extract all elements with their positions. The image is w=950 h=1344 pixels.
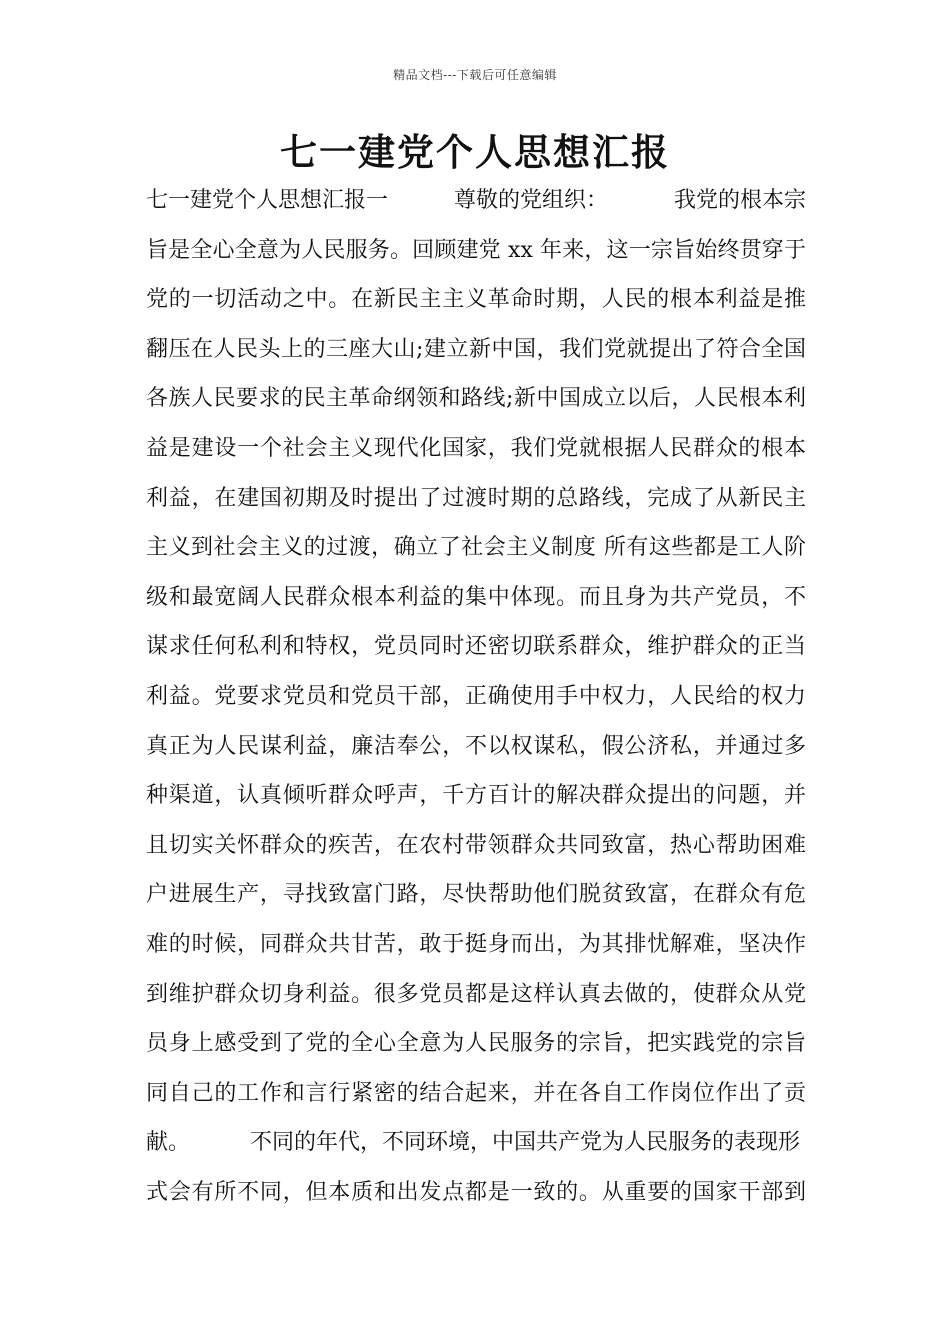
body-line: 种渠道，认真倾听群众呼声，千方百计的解决群众提出的问题，并 xyxy=(146,783,806,809)
body-line: 同自己的工作和言行紧密的结合起来，并在各自工作岗位作出了贡 xyxy=(146,1080,806,1106)
body-line: 户进展生产，寻找致富门路，尽快帮助他们脱贫致富，在群众有危 xyxy=(146,882,806,908)
document-body xyxy=(146,176,806,1217)
body-line: 党的一切活动之中。在新民主主义革命时期，人民的根本利益是推 xyxy=(146,287,806,313)
body-line: 谋求任何私利和特权，党员同时还密切联系群众，维护群众的正当 xyxy=(146,634,806,660)
first-line-salutation: 尊敬的党组织： xyxy=(453,188,608,213)
paragraph-start: 不同的年代，不同环境，中国共产党为人民服务的表现形 xyxy=(250,1130,801,1156)
body-line: 各族人民要求的民主革命纲领和路线;新中国成立以后，人民根本利 xyxy=(146,386,806,412)
body-line: 利益，在建国初期及时提出了过渡时期的总路线，完成了从新民主 xyxy=(146,485,806,511)
body-line: 利益。党要求党员和党员干部，正确使用手中权力，人民给的权力 xyxy=(146,683,806,709)
body-line: 真正为人民谋利益，廉洁奉公，不以权谋私，假公济私，并通过多 xyxy=(146,733,806,759)
body-line-first xyxy=(146,176,806,226)
body-line: 旨是全心全意为人民服务。回顾建党 xx 年来，这一宗旨始终贯穿于 xyxy=(146,237,806,263)
first-line-heading: 七一建党个人思想汇报一 xyxy=(146,188,389,213)
body-line-last: 式会有所不同，但本质和出发点都是一致的。从重要的国家干部到 xyxy=(146,1179,806,1205)
body-line: 员身上感受到了党的全心全意为人民服务的宗旨，把实践党的宗旨 xyxy=(146,1031,806,1057)
document-title: 七一建党个人思想汇报 xyxy=(280,130,670,174)
body-line: 难的时候，同群众共甘苦，敢于挺身而出，为其排忧解难，坚决作 xyxy=(146,931,806,957)
body-line: 到维护群众切身利益。很多党员都是这样认真去做的，使群众从党 xyxy=(146,981,806,1007)
header-note: 精品文档---下载后可任意编辑 xyxy=(393,68,557,82)
paragraph-end: 献。 xyxy=(146,1130,191,1156)
first-line-start: 我党的根本宗 xyxy=(673,188,806,213)
body-line-paragraph-break xyxy=(146,1118,806,1168)
body-line: 级和最宽阔人民群众根本利益的集中体现。而且身为共产党员，不 xyxy=(146,584,806,610)
body-line: 主义到社会主义的过渡，确立了社会主义制度 所有这些都是工人阶 xyxy=(146,535,806,561)
body-line: 且切实关怀群众的疾苦，在农村带领群众共同致富，热心帮助困难 xyxy=(146,832,806,858)
body-line: 翻压在人民头上的三座大山;建立新中国，我们党就提出了符合全国 xyxy=(146,336,806,362)
body-line: 益是建设一个社会主义现代化国家，我们党就根据人民群众的根本 xyxy=(146,435,806,461)
